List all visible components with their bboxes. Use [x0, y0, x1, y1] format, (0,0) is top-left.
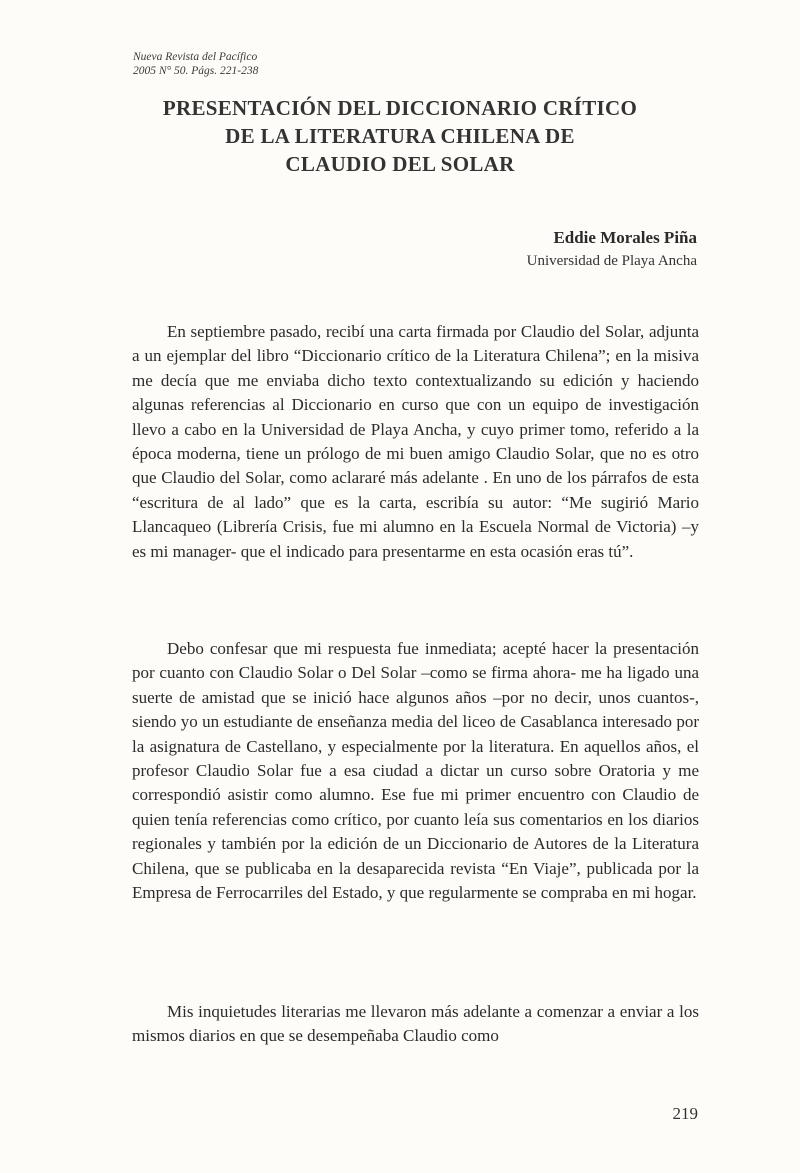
journal-citation: 2005 N° 50. Págs. 221-238 [133, 65, 259, 77]
paragraph-2: Debo confesar que mi respuesta fue inmediata; acepté hacer la presentación por cuanto con Claudio Solar o Del Solar –como se firma ahora- me ha ligado una suerte de amistad que se inició hace algunos años –por no decir, unos cuantos-, siendo yo un estudiante de enseñanza media del liceo de Casablanca interesado por la asignatura de Castellano, y especialmente por la literatura. En aquellos años, el profesor Claudio Solar fue a esa ciudad a dictar un curso sobre Oratoria y me correspondió asistir como alumno. Ese fue mi primer encuentro con Claudio de quien tenía referencias como crítico, por cuanto leía sus comentarios en los diarios regionales y también por la edición de un Diccionario de Autores de la Literatura Chilena, que se publicaba en la desaparecida revista “En Viaje”, publicada por la Empresa de Ferrocarriles del Estado, y que regularmente se compraba en mi hogar. [132, 639, 699, 903]
paragraph-3: Mis inquietudes literarias me llevaron más adelante a comenzar a enviar a los mismos diarios en que se desempeñaba Claudio como [132, 1002, 699, 1046]
author-affiliation: Universidad de Playa Ancha [526, 253, 697, 269]
page-number: 219 [672, 1104, 698, 1123]
title-line-3: CLAUDIO DEL SOLAR [285, 152, 515, 176]
article-title [100, 94, 700, 178]
body-section-1 [132, 320, 699, 584]
journal-reference [133, 50, 258, 78]
journal-name: Nueva Revista del Pacífico [133, 51, 258, 63]
body-section-3 [132, 1000, 699, 1069]
author-name: Eddie Morales Piña [553, 228, 697, 247]
author-block [527, 226, 697, 272]
body-section-2 [132, 637, 699, 925]
paragraph-1: En septiembre pasado, recibí una carta firmada por Claudio del Solar, adjunta a un ejemplar del libro “Diccionario crítico de la Literatura Chilena”; en la misiva me decía que me enviaba dicho texto contextualizando su edición y haciendo algunas referencias al Diccionario en curso que con un equipo de investigación llevo a cabo en la Universidad de Playa Ancha, y cuyo primer tomo, referido a la época moderna, tiene un prólogo de mi buen amigo Claudio Solar, que no es otro que Claudio del Solar, como aclararé más adelante . En uno de los párrafos de esta “escritura de al lado” que es la carta, escribía su autor: “Me sugirió Mario Llancaqueo (Librería Crisis, fue mi alumno en la Escuela Normal de Victoria) –y es mi manager- que el indicado para presentarme en esta ocasión eras tú”. [132, 322, 699, 561]
title-line-2: DE LA LITERATURA CHILENA DE [225, 124, 575, 148]
title-line-1: PRESENTACIÓN DEL DICCIONARIO CRÍTICO [162, 96, 638, 120]
